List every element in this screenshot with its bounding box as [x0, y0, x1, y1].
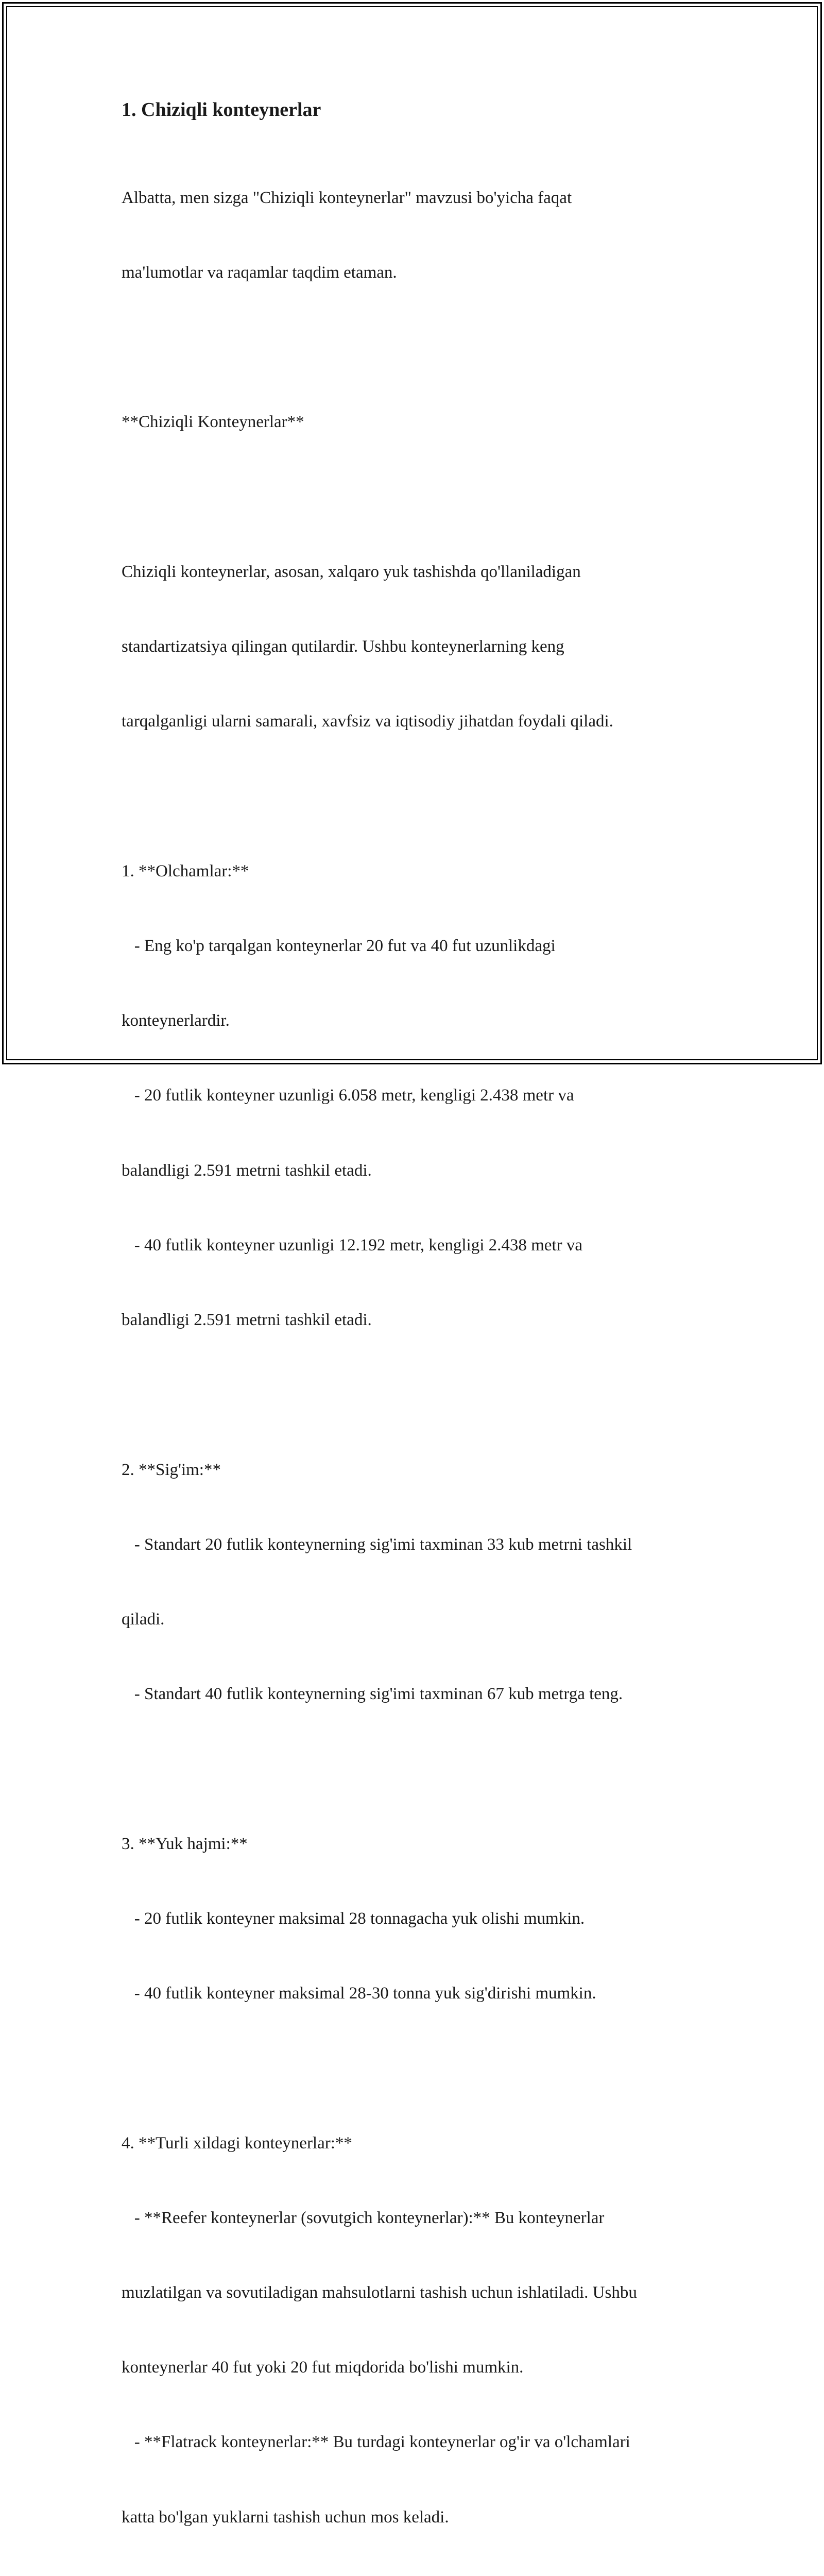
text-line: konteynerlardir.	[122, 1011, 230, 1030]
text-line: - 40 futlik konteyner uzunligi 12.192 metr, kengligi 2.438 metr va	[122, 1235, 583, 1255]
text-line: balandligi 2.591 metrni tashkil etadi.	[122, 1161, 372, 1180]
text-line: - **Reefer konteynerlar (sovutgich konteynerlar):** Bu konteynerlar	[122, 2208, 605, 2227]
text-line	[122, 485, 709, 510]
text-line: standartizatsiya qilingan qutilardir. Ushbu konteynerlarning keng	[122, 637, 564, 656]
text-line: - 20 futlik konteyner maksimal 28 tonnagacha yuk olishi mumkin.	[122, 1909, 585, 1928]
text-line: 1. **Olchamlar:**	[122, 861, 249, 880]
text-line	[122, 1382, 709, 1407]
body-text	[122, 135, 709, 2576]
text-line	[122, 2056, 709, 2080]
text-line: 4. **Turli xildagi konteynerlar:**	[122, 2133, 352, 2153]
text-line: - Standart 40 futlik konteynerning sig'imi taxminan 67 kub metrga teng.	[122, 1685, 623, 1704]
text-line: - **Flatrack konteynerlar:** Bu turdagi konteynerlar og'ir va o'lchamlari	[122, 2433, 630, 2452]
text-line: qiladi.	[122, 1609, 165, 1629]
document-body	[122, 95, 709, 2576]
text-line: - Standart 20 futlik konteynerning sig'imi taxminan 33 kub metrni tashkil	[122, 1535, 632, 1554]
text-line: - Eng ko'p tarqalgan konteynerlar 20 fut va 40 fut uzunlikdagi	[122, 937, 556, 955]
text-line: konteynerlar 40 fut yoki 20 fut miqdorida bo'lishi mumkin.	[122, 2358, 524, 2377]
text-line	[122, 335, 709, 360]
text-line: tarqalganligi ularni samarali, xavfsiz va iqtisodiy jihatdan foydali qiladi.	[122, 712, 613, 731]
text-line: 2. **Sig'im:**	[122, 1460, 221, 1479]
text-line: balandligi 2.591 metrni tashkil etadi.	[122, 1311, 372, 1330]
text-line: katta bo'lgan yuklarni tashish uchun mos keladi.	[122, 2507, 449, 2527]
text-line: muzlatilgan va sovutiladigan mahsulotlarni tashish uchun ishlatiladi. Ushbu	[122, 2283, 637, 2302]
section-heading: 1. Chiziqli konteynerlar	[122, 99, 321, 121]
text-line	[122, 784, 709, 809]
text-line: ma'lumotlar va raqamlar taqdim etaman.	[122, 263, 397, 282]
text-line	[122, 1756, 709, 1781]
text-line: - 20 futlik konteyner uzunligi 6.058 metr, kengligi 2.438 metr va	[122, 1086, 574, 1105]
text-line: 3. **Yuk hajmi:**	[122, 1834, 248, 1853]
text-line: **Chiziqli Konteynerlar**	[122, 413, 304, 432]
text-line: Chiziqli konteynerlar, asosan, xalqaro yuk tashishda qo'llaniladigan	[122, 562, 581, 581]
text-line: Albatta, men sizga "Chiziqli konteynerlar" mavzusi bo'yicha faqat	[122, 188, 572, 207]
text-line: - 40 futlik konteyner maksimal 28-30 tonna yuk sig'dirishi mumkin.	[122, 1984, 596, 2003]
